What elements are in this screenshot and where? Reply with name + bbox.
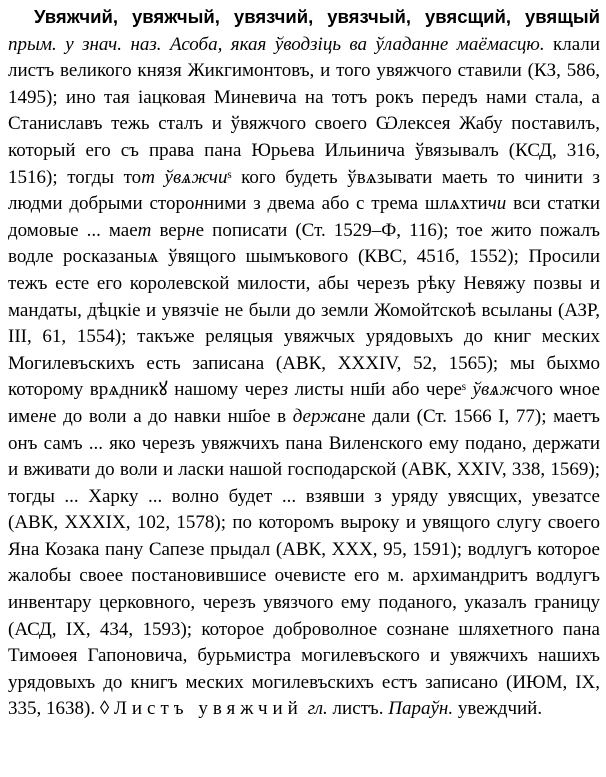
entry-text: чого ѡное име	[8, 379, 600, 427]
entry-italic-text: чи	[487, 193, 507, 215]
entry-italic-text: ўвѧжчи	[164, 166, 228, 188]
entry-text: е до воли а до навки нш҃ое в	[48, 405, 293, 427]
entry-text: листъ.	[327, 698, 389, 720]
entry-text: е пописати (Ст. 1529–Ф, 116); тое жито пожалъ водле росказаныѧ ўвящого шымъковогo (КВС, 451б, 1552); Просили тежъ есте его королевской милости, абы черезъ рѣку Невяжу позвы и мандаты, дѣцкіе и увязчіе не были до земли Жомойтскоѣ всыланы (АЗР, III, 61, 1554); такъже реляцыя увяжчых урядовыхъ до книг меских Могилевъскихъ есть записана (АВК, XXXIV, 52, 1565); мы быхмо которому врѧдникꙋ нашому черe	[8, 219, 600, 401]
entry-italic-text: прым. у знач. наз. Асоба, якая ўводзіць ва ўладанне маёмасцю.	[8, 33, 545, 55]
entry-italic-text: Параўн.	[388, 698, 454, 720]
entry-spaced-phrase: Листъ увяжчий	[113, 698, 303, 720]
entry-italic-text: т	[137, 219, 152, 241]
entry-italic-text: н	[38, 405, 49, 427]
entry-italic-text: держа	[292, 405, 347, 427]
entry-italic-text: т	[141, 166, 155, 188]
dictionary-entry	[8, 4, 600, 723]
entry-headword: Увяжчий, увяжчый, увязчий, увязчый, увясщий, увящый	[34, 6, 600, 27]
entry-text: листы нш҃и або черeˢ	[288, 379, 473, 401]
entry-italic-text: ўвѧж	[472, 379, 518, 401]
entry-text: вси статки домовые ... мае	[8, 193, 600, 241]
entry-text	[155, 167, 165, 188]
entry-text: увеждчий.	[453, 698, 543, 720]
entry-text: не дали (Ст. 1566 І, 77); маетъ онъ самъ ... яко черезъ увяжчихъ пана Виленского ему подано, держати и вживати до воли и ласки нашой господарской (АВК, XXIV, 338, 1569); тогды ... Харку ... волно будет ... взявши з уряду увясщих, увезатсе (АВК, XXXIX, 102, 1578); по которомъ выроку и увящого слугу своего Яна Козака пану Сапезе прыдал (АВК, XXX, 95, 1591); водлугъ которое жалобы своее постановившисе очевисте его м. архимандритъ водлугъ инвентару церковного, черезъ увязчого ему поданого, указалъ границу (АСД, IX, 434, 1593); которое доброволное сознане шляхетного пана Тимоѳея Гапоновича, бурьмистра могилевъского и увяжчихъ нашихъ урядовыхъ до книгъ меских могилевъскихъ естъ записано (ИЮМ, IX, 335, 1638). ◊	[8, 405, 600, 720]
entry-text: ними з двема або с трема шлѧхти	[203, 193, 488, 215]
entry-text: клали листъ великого князя Жикгимонтовъ, и того увяжчого ставили (КЗ, 586, 1495); ино тая іацковая Миневича на тотъ рокъ передъ нами стала, а Станиславъ тежь сталъ и ўвяжчого своего Ѡлексея Жабу поставилъ, который его съ права пана Юрьева Ильинича ўвязывалъ (КСД, 316, 1516); тогды то	[8, 33, 600, 188]
entry-italic-text: н	[186, 219, 196, 241]
entry-italic-text: н	[194, 193, 204, 215]
entry-italic-text: гл.	[302, 698, 328, 720]
entry-italic-text: з	[280, 379, 288, 401]
entry-text: вер	[151, 219, 187, 241]
entry-text: ˢ кого будеть ўвѧзывати маеть то чинити з людми добрыми сторо	[8, 166, 601, 215]
